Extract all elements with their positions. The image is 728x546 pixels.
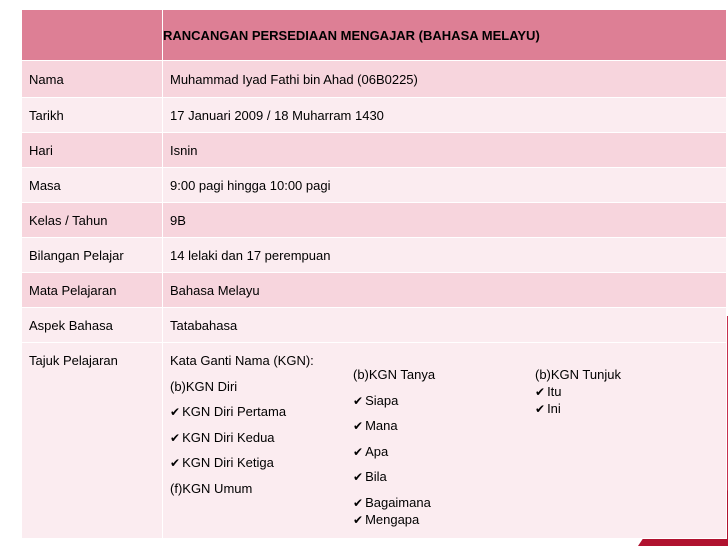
table-row <box>22 61 727 98</box>
topic-column-tanya <box>353 367 435 529</box>
list-item: ✔ Siapa <box>353 392 399 408</box>
table-row <box>22 168 727 203</box>
row-value: 9B <box>163 203 727 238</box>
checkmark-icon: ✔ <box>353 419 364 433</box>
row-value: Muhammad Iyad Fathi bin Ahad (06B0225) <box>163 61 727 98</box>
topic-subtitle: (b)KGN Tanya <box>353 367 436 382</box>
list-item: ✔ KGN Diri Ketiga <box>170 455 274 470</box>
topic-subtitle: (f)KGN Umum <box>170 480 253 496</box>
table-row <box>22 238 727 273</box>
checkmark-icon: ✔ <box>353 512 364 527</box>
table-row <box>22 203 727 238</box>
checkmark-icon: ✔ <box>353 393 364 408</box>
list-item: ✔ KGN Diri Pertama <box>170 404 287 419</box>
topic-content <box>163 343 727 539</box>
page-title: RANCANGAN PERSEDIAAN MENGAJAR (BAHASA MELAYU) <box>163 10 727 61</box>
table-row <box>22 98 727 133</box>
checkmark-icon: ✔ <box>353 470 364 484</box>
row-label: Bilangan Pelajar <box>22 238 163 273</box>
row-label: Tarikh <box>22 98 163 133</box>
list-item: ✔ Itu <box>535 384 562 399</box>
row-label: Aspek Bahasa <box>22 308 163 343</box>
topic-heading: Kata Ganti Nama (KGN): <box>170 353 314 368</box>
checkmark-icon: ✔ <box>353 495 364 510</box>
checkmark-icon: ✔ <box>170 456 181 470</box>
list-item: ✔ Apa <box>353 443 389 459</box>
checkmark-icon: ✔ <box>353 444 364 459</box>
list-item: ✔ Bagaimana <box>353 494 431 510</box>
topic-subtitle: (b)KGN Diri <box>170 378 238 394</box>
header-spacer <box>22 10 163 61</box>
checkmark-icon: ✔ <box>535 402 546 416</box>
checkmark-icon: ✔ <box>170 405 181 419</box>
table-row <box>22 308 727 343</box>
list-item: ✔ KGN Diri Kedua <box>170 429 275 445</box>
list-item: ✔ Mengapa <box>353 511 420 527</box>
list-item: ✔ Ini <box>535 401 561 416</box>
row-label: Masa <box>22 168 163 203</box>
list-item: ✔ Mana <box>353 418 398 433</box>
table-row <box>22 133 727 168</box>
list-item: ✔ Bila <box>353 469 387 484</box>
checkmark-icon: ✔ <box>170 430 181 445</box>
row-value: 9:00 pagi hingga 10:00 pagi <box>163 168 727 203</box>
topic-subtitle: (b)KGN Tunjuk <box>535 367 621 382</box>
row-value: 17 Januari 2009 / 18 Muharram 1430 <box>163 98 727 133</box>
row-value: Tatabahasa <box>163 308 727 343</box>
topic-column-diri <box>170 353 314 506</box>
lesson-plan-table <box>21 9 727 539</box>
checkmark-icon: ✔ <box>535 385 546 399</box>
table-header-row <box>22 10 727 61</box>
row-label: Mata Pelajaran <box>22 273 163 308</box>
row-value: Isnin <box>163 133 727 168</box>
row-value: Bahasa Melayu <box>163 273 727 308</box>
row-label: Tajuk Pelajaran <box>22 343 163 539</box>
row-label: Nama <box>22 61 163 98</box>
row-label: Hari <box>22 133 163 168</box>
table-row <box>22 273 727 308</box>
row-value: 14 lelaki dan 17 perempuan <box>163 238 727 273</box>
topic-row <box>22 343 727 539</box>
row-label: Kelas / Tahun <box>22 203 163 238</box>
topic-column-tunjuk <box>535 367 621 418</box>
